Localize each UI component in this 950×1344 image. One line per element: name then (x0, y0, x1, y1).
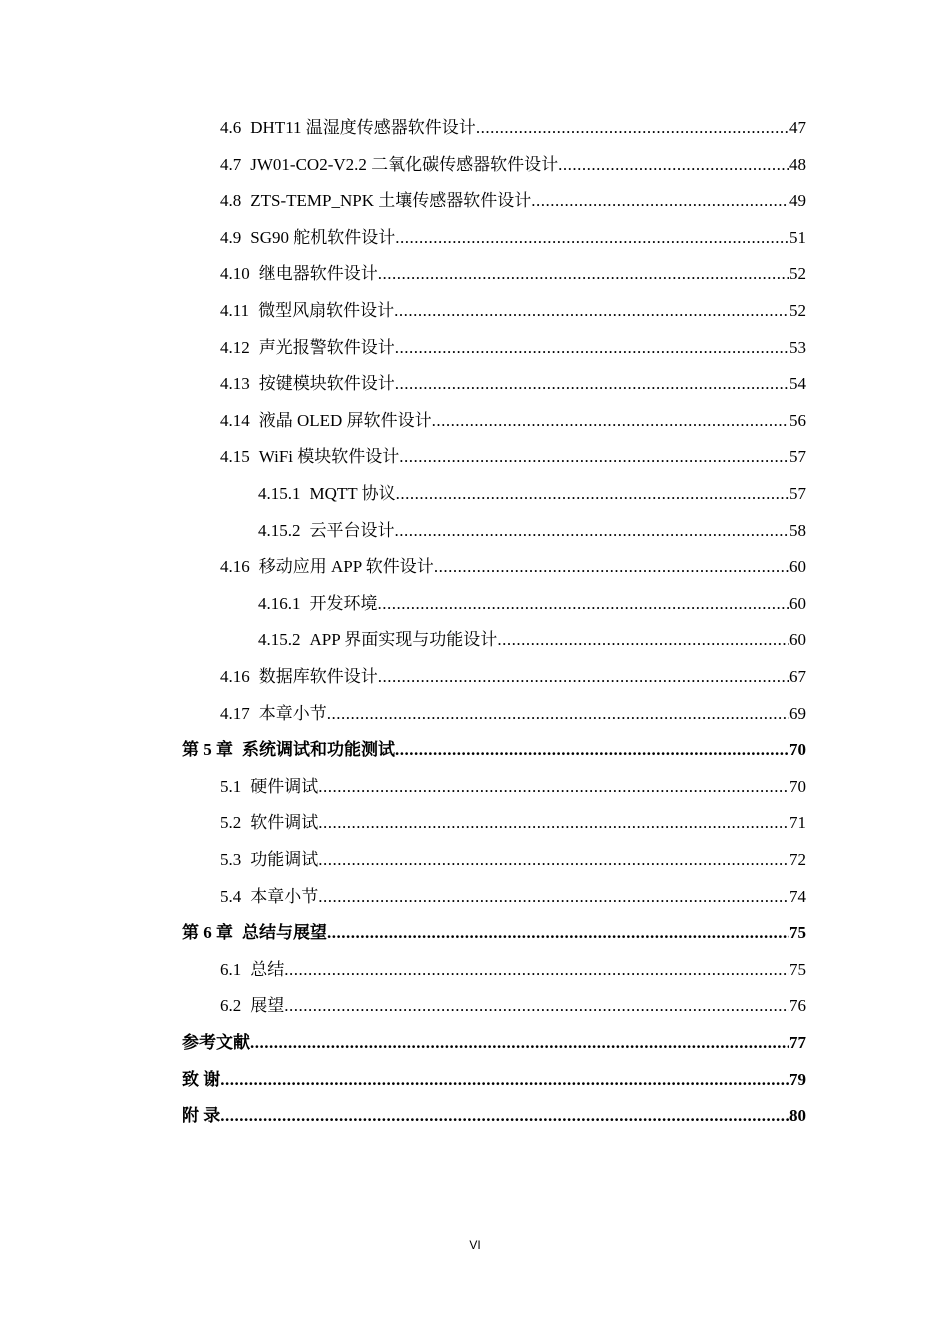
toc-entry-number: 4.15.2 (258, 630, 301, 650)
toc-entry-page: 70 (789, 740, 806, 760)
toc-entry[interactable] (182, 1098, 806, 1134)
toc-entry-number: 4.15.1 (258, 484, 301, 503)
toc-entry[interactable] (182, 1025, 806, 1061)
toc-entry-page: 75 (789, 923, 806, 943)
toc-entry-page: 58 (789, 520, 806, 540)
toc-entry-title: JW01-CO2-V2.2 二氧化碳传感器软件设计 (250, 154, 559, 174)
toc-entry[interactable] (220, 549, 806, 585)
toc-entry-number: 4.14 (220, 410, 250, 430)
toc-entry-title: 声光报警软件设计 (258, 337, 395, 357)
toc-entry-title: 云平台设计 (309, 520, 395, 540)
toc-entry-title: SG90 舵机软件设计 (250, 227, 396, 247)
toc-entry-page: 76 (789, 996, 806, 1016)
toc-entry-title: 总结 (250, 959, 285, 979)
toc-entry-number: 第 6 章 (182, 923, 233, 943)
toc-entry-number: 5.3 (220, 850, 242, 869)
toc-leader-dots (378, 659, 789, 695)
toc-entry[interactable] (220, 769, 806, 805)
toc-entry[interactable] (220, 147, 806, 183)
toc-entry-title: APP 界面实现与功能设计 (309, 630, 498, 650)
toc-entry-page: 49 (789, 191, 806, 211)
toc-entry[interactable] (220, 403, 806, 439)
toc-entry-number: 4.15.2 (258, 520, 301, 540)
toc-entry-page: 77 (789, 1033, 806, 1052)
toc-entry-number: 4.6 (220, 118, 242, 137)
toc-entry[interactable] (182, 732, 806, 768)
toc-entry-number: 4.17 (220, 703, 250, 723)
toc-entry-title: 数据库软件设计 (258, 667, 378, 686)
toc-entry-number: 5.2 (220, 813, 242, 833)
toc-leader-dots (395, 330, 789, 366)
toc-entry-title: 软件调试 (250, 813, 319, 833)
toc-entry-number: 4.13 (220, 374, 250, 394)
toc-entry-page: 52 (789, 301, 806, 320)
toc-entry[interactable] (258, 622, 806, 658)
toc-entry-title: 微型风扇软件设计 (258, 301, 395, 320)
toc-entry-title: 展望 (250, 996, 285, 1016)
toc-entry-page: 69 (789, 703, 806, 723)
toc-entry-title: 功能调试 (250, 850, 319, 869)
toc-entry-number: 4.16.1 (258, 593, 301, 613)
toc-entry-page: 70 (789, 776, 806, 796)
toc-leader-dots (476, 110, 789, 146)
toc-leader-dots (395, 513, 790, 549)
toc-entry-title: ZTS-TEMP_NPK 土壤传感器软件设计 (250, 191, 532, 211)
toc-entry-title: 附 录 (182, 1106, 221, 1126)
toc-entry-number: 6.2 (220, 996, 242, 1016)
toc-leader-dots (396, 476, 789, 512)
toc-entry-title: 总结与展望 (242, 923, 327, 943)
toc-leader-dots (434, 549, 789, 585)
toc-entry-page: 53 (789, 337, 806, 357)
toc-entry-page: 79 (789, 1069, 806, 1089)
toc-entry[interactable] (258, 586, 806, 622)
toc-entry-number: 4.11 (220, 301, 250, 320)
toc-entry-title: 致 谢 (182, 1069, 221, 1089)
toc-entry-number: 4.16 (220, 667, 250, 686)
toc-entry-page: 57 (789, 447, 806, 467)
toc-entry-title: 移动应用 APP 软件设计 (258, 557, 434, 577)
toc-entry-page: 60 (789, 557, 806, 577)
toc-entry-title: 本章小节 (258, 703, 327, 723)
toc-entry-title: WiFi 模块软件设计 (258, 447, 400, 467)
toc-leader-dots (395, 220, 789, 256)
toc-entry-page: 47 (789, 118, 806, 137)
toc-entry[interactable] (182, 1062, 806, 1098)
toc-leader-dots (220, 1098, 789, 1134)
toc-entry-page: 52 (789, 264, 806, 284)
toc-entry-page: 74 (789, 886, 806, 906)
toc-leader-dots (432, 403, 789, 439)
toc-entry-page: 67 (789, 667, 806, 686)
toc-entry-page: 48 (789, 154, 806, 174)
toc-entry-page: 51 (789, 227, 806, 247)
toc-leader-dots (318, 805, 789, 841)
toc-leader-dots (318, 879, 789, 915)
toc-leader-dots (220, 1062, 789, 1098)
toc-entry-number: 4.9 (220, 227, 242, 247)
toc-leader-dots (558, 147, 789, 183)
toc-leader-dots (250, 1025, 789, 1061)
toc-entry[interactable] (220, 366, 806, 402)
toc-leader-dots (318, 769, 789, 805)
toc-entry-number: 4.12 (220, 337, 250, 357)
toc-entry[interactable] (220, 183, 806, 219)
toc-entry-number: 第 5 章 (182, 740, 233, 760)
toc-entry-title: MQTT 协议 (309, 484, 396, 503)
toc-leader-dots (318, 842, 789, 878)
toc-entry-number: 5.1 (220, 776, 242, 796)
toc-entry-title: 硬件调试 (250, 776, 319, 796)
toc-entry[interactable] (220, 293, 806, 329)
toc-entry-page: 80 (789, 1106, 806, 1126)
toc-leader-dots (395, 366, 789, 402)
toc-entry[interactable] (220, 256, 806, 292)
toc-leader-dots (284, 988, 789, 1024)
toc-leader-dots (395, 732, 789, 768)
toc-entry-title: 开发环境 (309, 593, 378, 613)
toc-entry-number: 4.8 (220, 191, 242, 211)
toc-entry-page: 72 (789, 850, 806, 869)
toc-entry[interactable] (220, 110, 806, 146)
toc-entry-title: 参考文献 (182, 1033, 250, 1052)
toc-entry[interactable] (220, 952, 806, 988)
toc-entry[interactable] (220, 879, 806, 915)
toc-leader-dots (399, 439, 789, 475)
toc-entry-page: 57 (789, 484, 806, 503)
toc-entry-page: 56 (789, 410, 806, 430)
toc-entry[interactable] (220, 330, 806, 366)
toc-leader-dots (394, 293, 789, 329)
page-number: VI (469, 1238, 481, 1252)
toc-entry-title: 系统调试和功能测试 (242, 740, 395, 760)
toc-entry-title: 液晶 OLED 屏软件设计 (258, 410, 432, 430)
toc-leader-dots (327, 915, 789, 951)
toc-entry[interactable] (258, 513, 806, 549)
toc-entry[interactable] (182, 915, 806, 951)
toc-entry-title: 按键模块软件设计 (258, 374, 395, 394)
toc-entry-title: DHT11 温湿度传感器软件设计 (250, 118, 476, 137)
toc-entry[interactable] (220, 659, 806, 695)
toc-entry-page: 54 (789, 374, 806, 394)
toc-leader-dots (327, 696, 789, 732)
toc-entry-page: 75 (789, 959, 806, 979)
toc-entry[interactable] (220, 696, 806, 732)
toc-entry-page: 60 (789, 630, 806, 650)
toc-entry-title: 继电器软件设计 (258, 264, 378, 284)
toc-entry[interactable] (258, 476, 806, 512)
toc-leader-dots (378, 256, 789, 292)
toc-leader-dots (284, 952, 789, 988)
toc-entry-number: 4.10 (220, 264, 250, 284)
toc-entry-number: 4.15 (220, 447, 250, 467)
toc-entry[interactable] (220, 988, 806, 1024)
toc-leader-dots (497, 622, 789, 658)
toc-entry-number: 6.1 (220, 959, 242, 979)
toc-entry-number: 4.7 (220, 154, 242, 174)
toc-leader-dots (378, 586, 790, 622)
toc-entry[interactable] (220, 439, 806, 475)
toc-entry[interactable] (220, 220, 806, 256)
toc-entry[interactable] (220, 842, 806, 878)
toc-entry-number: 5.4 (220, 886, 242, 906)
toc-entry-page: 60 (789, 593, 806, 613)
toc-entry[interactable] (220, 805, 806, 841)
toc-entry-page: 71 (789, 813, 806, 833)
toc-entry-title: 本章小节 (250, 886, 319, 906)
toc-leader-dots (531, 183, 789, 219)
toc-entry-number: 4.16 (220, 557, 250, 577)
